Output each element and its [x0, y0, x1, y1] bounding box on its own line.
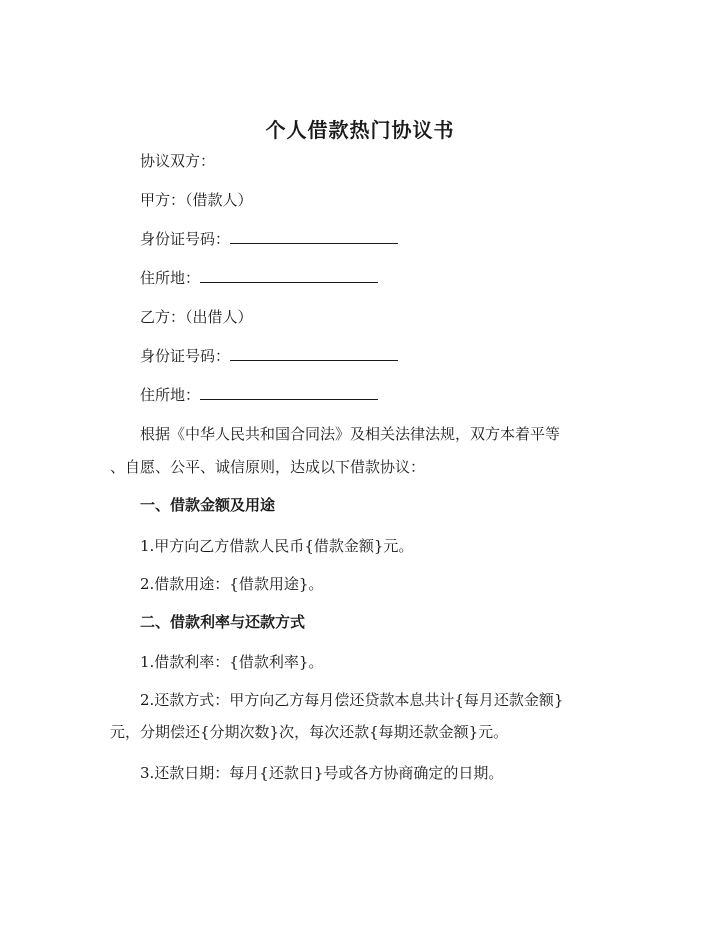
section-2-item-2-line-1: 2.还款方式：甲方向乙方每月偿还贷款本息共计{每月还款金额} — [140, 691, 564, 709]
section-2-item-3: 3.还款日期：每月{还款日}号或各方协商确定的日期。 — [140, 764, 504, 782]
party-b-id-label: 身份证号码： — [140, 347, 231, 365]
preamble-line-1: 根据《中华人民共和国合同法》及相关法律法规，双方本着平等 — [140, 425, 561, 443]
section-2-item-2-line-2: 元，分期偿还{分期次数}次，每次还款{每期还款金额}元。 — [110, 723, 509, 741]
party-b-id-blank — [230, 346, 398, 361]
document-title: 个人借款热门协议书 — [265, 118, 455, 142]
section-2-item-1: 1.借款利率：{借款利率}。 — [140, 653, 324, 671]
section-1-heading: 一、借款金额及用途 — [140, 496, 276, 514]
section-1-item-1: 1.甲方向乙方借款人民币{借款金额}元。 — [140, 537, 414, 555]
party-a-address-row — [140, 267, 378, 288]
party-a-label: 甲方：（借款人） — [140, 191, 253, 209]
party-b-address-label: 住所地： — [140, 386, 201, 404]
party-a-id-row — [140, 228, 398, 249]
section-2-heading: 二、借款利率与还款方式 — [140, 613, 306, 631]
parties-intro: 协议双方： — [140, 152, 216, 170]
party-a-id-label: 身份证号码： — [140, 230, 231, 248]
party-a-address-blank — [200, 268, 378, 283]
party-b-label: 乙方：（出借人） — [140, 308, 253, 326]
party-a-id-blank — [230, 229, 398, 244]
party-b-address-blank — [200, 385, 378, 400]
party-b-address-row — [140, 384, 378, 405]
party-a-address-label: 住所地： — [140, 269, 201, 287]
preamble-line-2: 、自愿、公平、诚信原则，达成以下借款协议： — [110, 458, 426, 476]
party-b-id-row — [140, 345, 398, 366]
section-1-item-2: 2.借款用途：{借款用途}。 — [140, 575, 324, 593]
